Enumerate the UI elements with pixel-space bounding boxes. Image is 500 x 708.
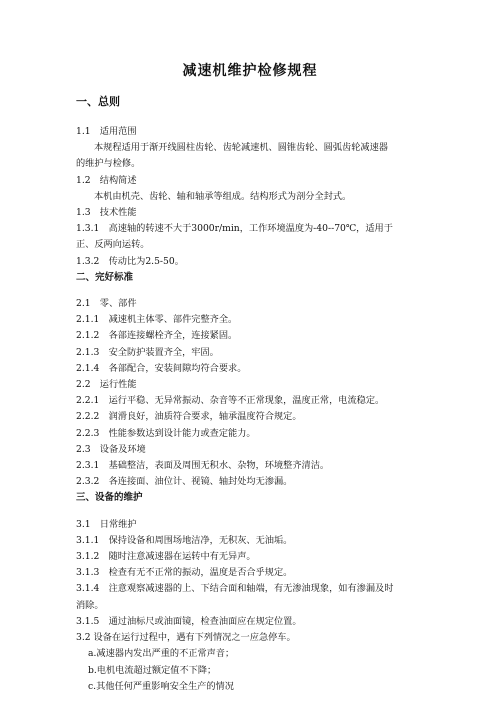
document-title: 减速机维护检修规程: [182, 63, 318, 79]
clause-2-1-2: 2.1.2 各部连接螺栓齐全，连接紧固。: [76, 330, 238, 342]
clause-2-1-1: 2.1.1 减速机主体零、部件完整齐全。: [76, 314, 238, 326]
clause-1-2-text: 本机由机壳、齿轮、轴和轴承等组成。结构形式为剖分全封式。: [94, 190, 352, 202]
clause-2-1: 2.1 零、部件: [76, 298, 137, 310]
clause-3-1-4-line2: 消除。: [76, 599, 104, 611]
clause-2-2-3: 2.2.3 性能参数达到设计能力或查定能力。: [76, 427, 256, 439]
clause-2-1-4: 2.1.4 各部配合，安装间隙均符合要求。: [76, 362, 247, 374]
clause-3-1-2: 3.1.2 随时注意减速器在运转中有无异声。: [76, 551, 256, 563]
clause-1-3-1-line1: 1.3.1 高速轴的转速不大于3000r/min，工作环境温度为-40--70℃，适用于: [76, 223, 393, 235]
clause-3-1-1: 3.1.1 保持设备和周围场地洁净，无积灰、无油垢。: [76, 534, 293, 546]
section-heading-general: 一、总则: [76, 95, 120, 108]
list-item-a: a.减速器内发出严重的不正常声音；: [88, 648, 235, 660]
list-item-c: c.其他任何严重影响安全生产的情况: [88, 680, 234, 692]
list-item-b: b.电机电流超过额定值不下降；: [88, 664, 217, 676]
clause-1-1: 1.1 适用范围: [76, 126, 137, 137]
clause-1-3: 1.3 技术性能: [76, 207, 137, 219]
clause-2-1-3: 2.1.3 安全防护装置齐全，牢固。: [76, 346, 219, 358]
clause-1-2: 1.2 结构简述: [76, 174, 137, 186]
clause-3-1-5: 3.1.5 通过油标尺或油面镜，检查油面应在规定位置。: [76, 615, 302, 627]
clause-2-3: 2.3 设备及环境: [76, 443, 146, 455]
clause-3-1: 3.1 日常维护: [76, 518, 137, 530]
section-heading-maintenance: 三、设备的维护: [76, 492, 143, 504]
clause-3-1-3: 3.1.3 检查有无不正常的振动，温度是否合乎规定。: [76, 567, 293, 579]
document-body: [76, 92, 436, 695]
clause-1-3-1-line2: 正、反两向运转。: [76, 239, 150, 251]
section-heading-standards: 二、完好标准: [76, 271, 134, 283]
clause-1-3-2: 1.3.2 传动比为2.5-50。: [76, 255, 184, 267]
clause-2-3-1: 2.3.1 基础整洁，表面及周围无积水、杂物，环境整齐清洁。: [76, 460, 330, 472]
clause-3-1-4-line1: 3.1.4 注意观察减速器的上、下结合面和轴端，有无渗油现象，如有渗漏及时: [76, 583, 394, 595]
clause-2-2-1: 2.2.1 运行平稳、无异常振动、杂音等不正常现象，温度正常，电流稳定。: [76, 395, 385, 407]
clause-2-3-2: 2.3.2 各连接面、油位计、视镜、轴封处均无渗漏。: [76, 476, 293, 488]
clause-1-1-text-line2: 的维护与检修。: [76, 158, 141, 170]
clause-1-1-text-line1: 本规程适用于渐开线圆柱齿轮、齿轮减速机、圆锥齿轮、圆弧齿轮减速器: [94, 142, 388, 154]
clause-3-2: 3.2 设备在运行过程中，遇有下列情况之一应急停车。: [76, 632, 296, 644]
clause-2-2-2: 2.2.2 润滑良好，油质符合要求，轴承温度符合规定。: [76, 411, 302, 423]
clause-2-2: 2.2 运行性能: [76, 379, 137, 391]
